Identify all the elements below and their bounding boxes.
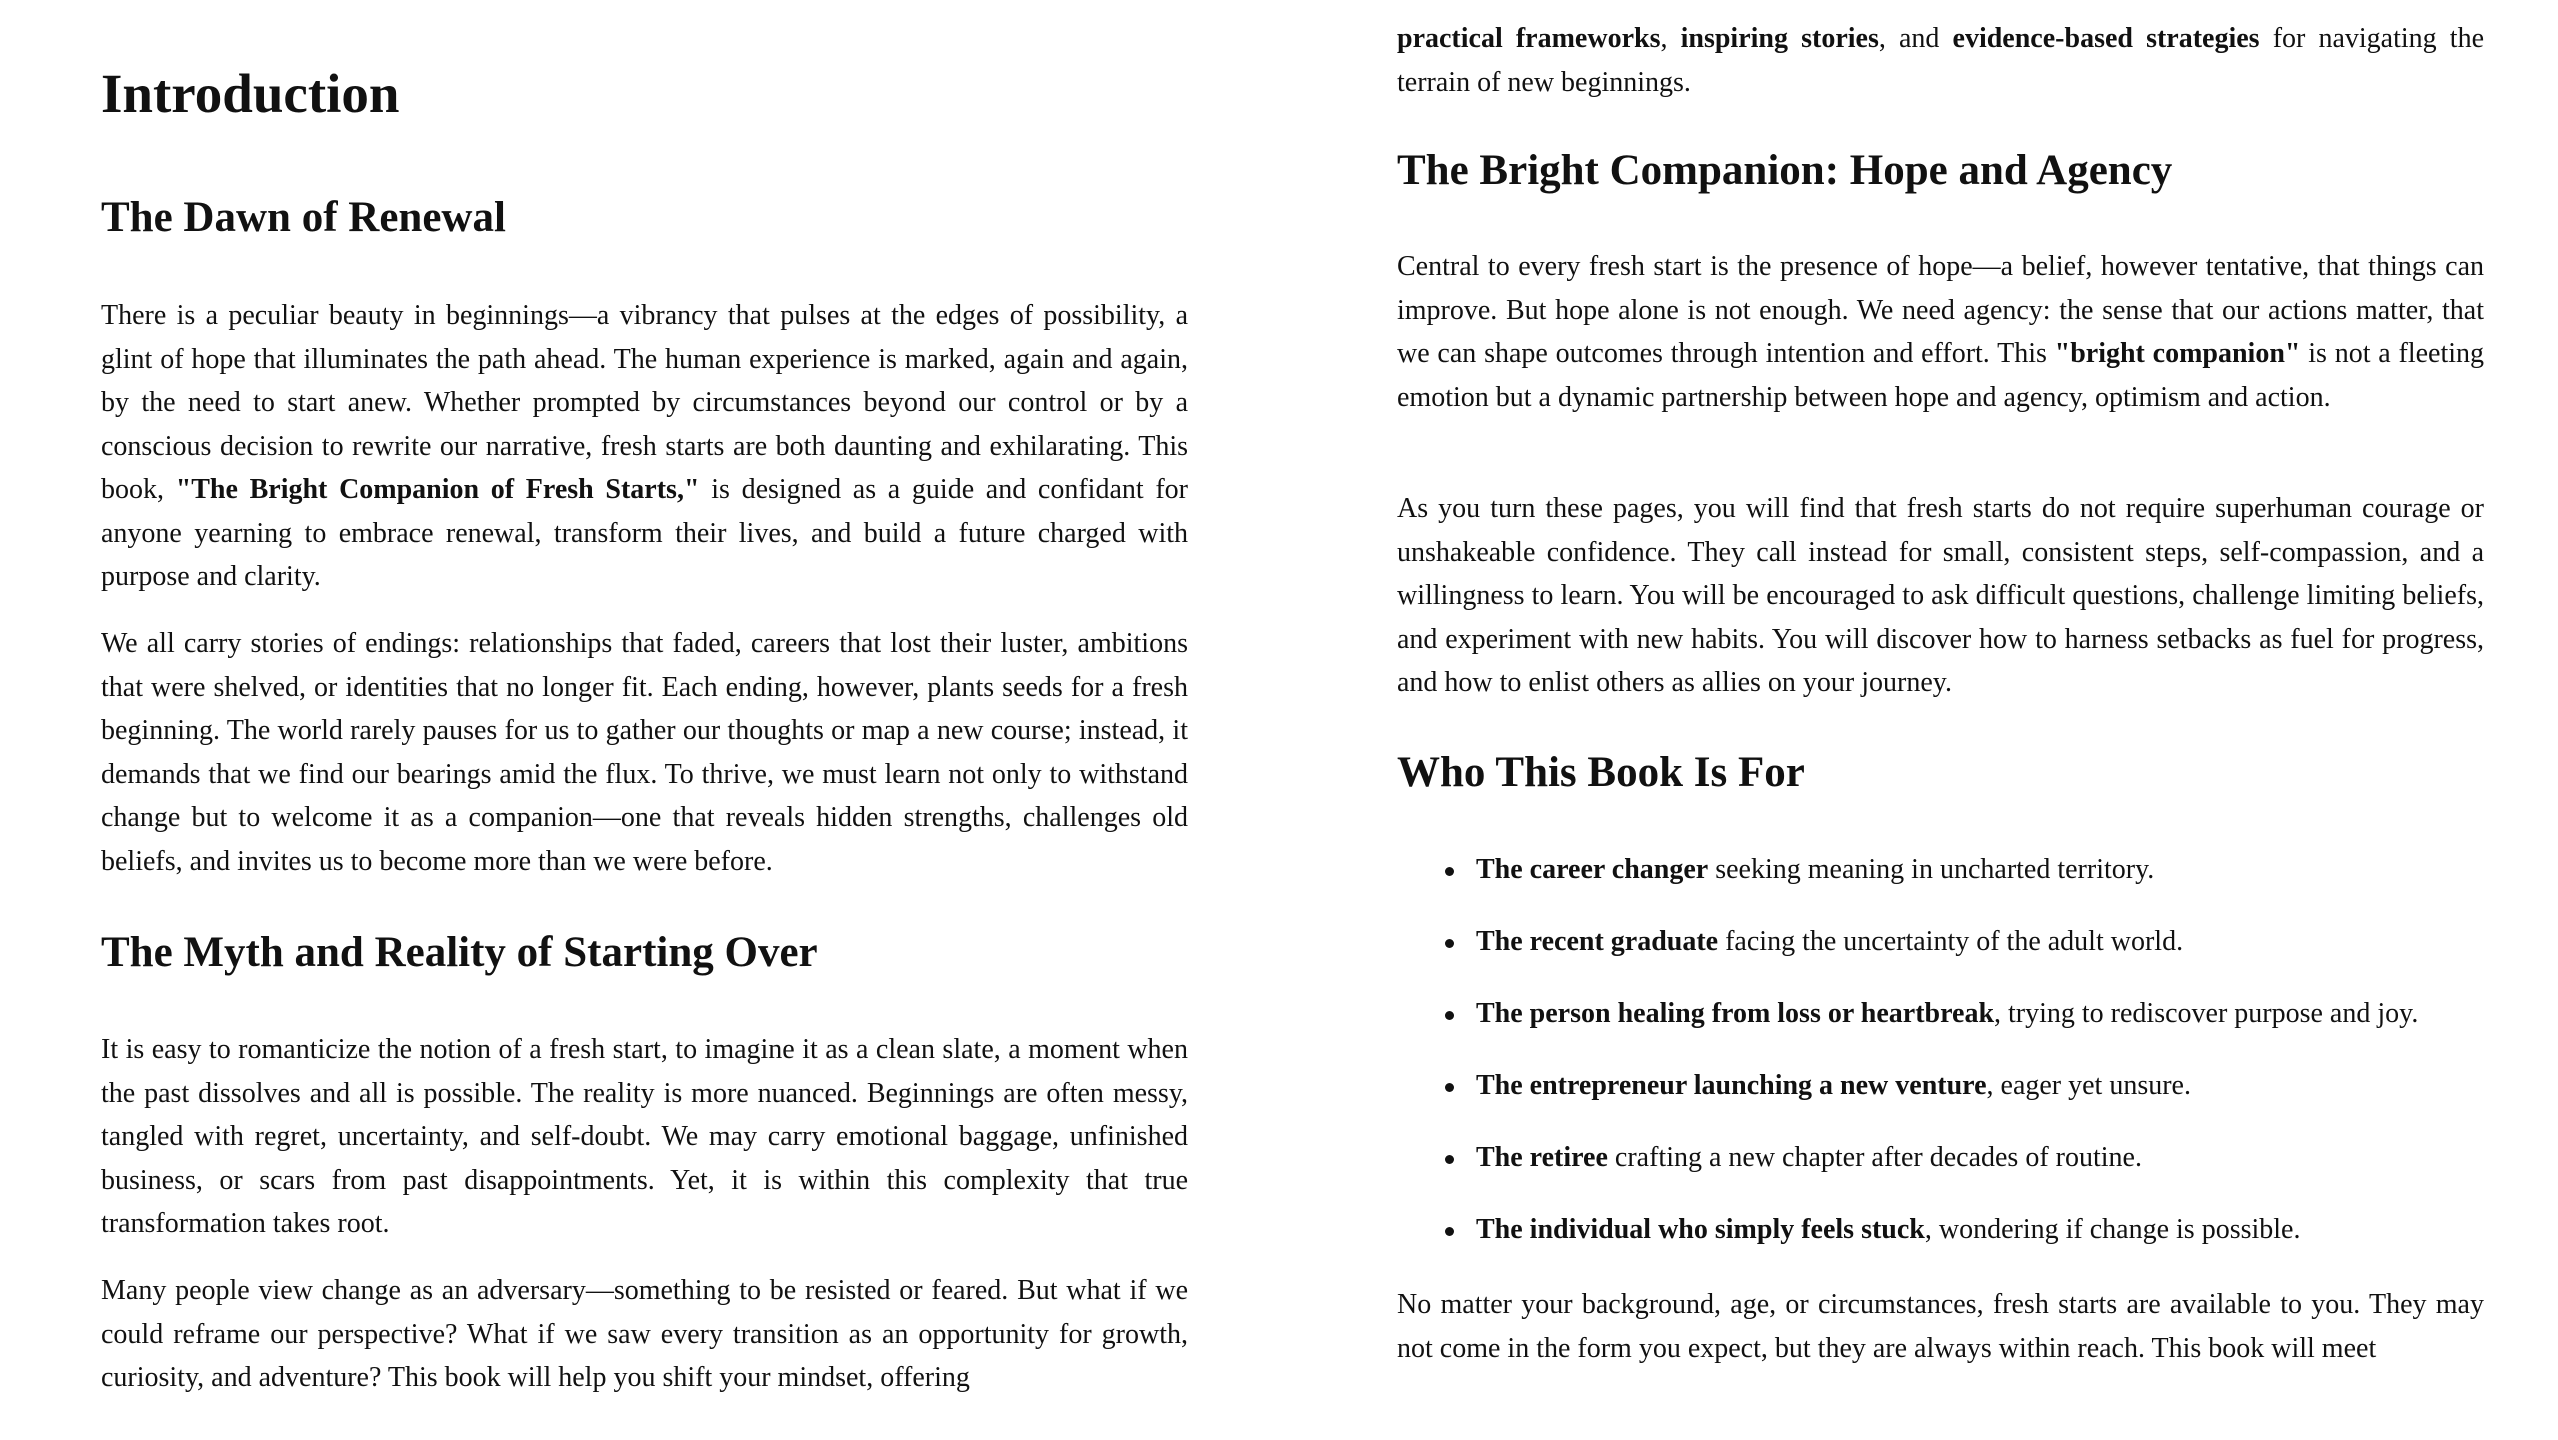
- list-item-emphasis: The individual who simply feels stuck: [1476, 1214, 1925, 1245]
- paragraph-companion-2: As you turn these pages, you will find that fresh starts do not require superhuman courage or unshakeable confidence. They call instead for small, consistent steps, self-compassion, and a willingness to learn. You will be encouraged to ask difficult questions, challenge limiting beliefs, and experiment with new habits. You will discover how to harness setbacks as fuel for progress, and how to enlist others as allies on your journey.: [1397, 493, 2484, 698]
- book-title-emphasis: "The Bright Companion of Fresh Starts,": [175, 474, 700, 505]
- paragraph-continuation: [1397, 17, 2484, 104]
- emphasis-text: practical frameworks: [1397, 23, 1661, 54]
- bullet-icon: [1445, 1155, 1454, 1164]
- paragraph-companion-1: [1397, 245, 2484, 419]
- section-heading-who-this-book-is-for: Who This Book Is For: [1397, 749, 1805, 796]
- emphasis-text: evidence-based strategies: [1952, 23, 2260, 54]
- section-heading-bright-companion: The Bright Companion: Hope and Agency: [1397, 147, 2173, 194]
- audience-list: [1397, 848, 2484, 1280]
- list-item-text: facing the uncertainty of the adult world.: [1718, 926, 2184, 957]
- paragraph-text: is not a fleeting emotion but a dynamic partnership between hope and agency, optimism and action.: [1397, 338, 2485, 413]
- list-item: [1397, 1208, 2484, 1280]
- paragraph-myth-2: Many people view change as an adversary—something to be resisted or feared. But what if we could reframe our perspective? What if we saw every transition as an opportunity for growth, curiosity, and adventure? This book will help you shift your mindset, offering: [101, 1275, 1188, 1393]
- paragraph-text: ,: [1660, 23, 1681, 54]
- bullet-icon: [1445, 1083, 1454, 1092]
- list-item: [1397, 920, 2484, 992]
- list-item-text: , wondering if change is possible.: [1924, 1214, 2301, 1245]
- paragraph-closing: No matter your background, age, or circumstances, fresh starts are available to you. They may not come in the form you expect, but they are always within reach. This book will meet: [1397, 1289, 2484, 1364]
- list-item-emphasis: The recent graduate: [1476, 926, 1719, 957]
- bullet-icon: [1445, 1011, 1454, 1020]
- section-heading-myth-and-reality: The Myth and Reality of Starting Over: [101, 929, 818, 976]
- bullet-icon: [1445, 867, 1454, 876]
- list-item-emphasis: The entrepreneur launching a new venture: [1476, 1070, 1987, 1101]
- paragraph-myth-1: It is easy to romanticize the notion of a fresh start, to imagine it as a clean slate, a moment when the past dissolves and all is possible. The reality is more nuanced. Beginnings are often messy, tangled with regret, uncertainty, and self-doubt. We may carry emotional baggage, unfinished business, or scars from past disappointments. Yet, it is within this complexity that true transformation takes root.: [101, 1034, 1188, 1239]
- list-item-emphasis: The career changer: [1476, 854, 1709, 885]
- paragraph-text: There is a peculiar beauty in beginnings—a vibrancy that pulses at the edges of possibility, a glint of hope that illuminates the path ahead. The human experience is marked, again and again, by the need to start anew. Whether prompted by circumstances beyond our control or by a conscious decision to rewrite our narrative, fresh starts are both daunting and exhilarating. This book,: [101, 300, 1188, 505]
- paragraph-text: is designed as a guide and confidant for anyone yearning to embrace renewal, transform their lives, and build a future charged with purpose and clarity.: [101, 474, 1188, 592]
- list-item: [1397, 1136, 2484, 1208]
- paragraph-text: for navigating the terrain of new beginnings.: [1397, 23, 2484, 98]
- paragraph-text: , and: [1878, 23, 1953, 54]
- list-item-text: seeking meaning in uncharted territory.: [1708, 854, 2155, 885]
- list-item-text: crafting a new chapter after decades of routine.: [1607, 1142, 2142, 1173]
- bullet-icon: [1445, 1227, 1454, 1236]
- section-heading-dawn-of-renewal: The Dawn of Renewal: [101, 194, 506, 241]
- chapter-title: Introduction: [101, 63, 400, 124]
- list-item: [1397, 992, 2484, 1064]
- bullet-icon: [1445, 939, 1454, 948]
- paragraph-text: Central to every fresh start is the presence of hope—a belief, however tentative, that things can improve. But hope alone is not enough. We need agency: the sense that our actions matter, that we can shape outcomes through intention and effort. This: [1397, 251, 2484, 369]
- paragraph-dawn-1: [101, 294, 1188, 599]
- list-item-text: , eager yet unsure.: [1986, 1070, 2191, 1101]
- emphasis-text: "bright companion": [2054, 338, 2301, 369]
- list-item-emphasis: The retiree: [1476, 1142, 1608, 1173]
- list-item-emphasis: The person healing from loss or heartbreak: [1476, 998, 1995, 1029]
- emphasis-text: inspiring stories: [1680, 23, 1879, 54]
- list-item-text: , trying to rediscover purpose and joy.: [1994, 998, 2419, 1029]
- paragraph-dawn-2: We all carry stories of endings: relationships that faded, careers that lost their luster, ambitions that were shelved, or identities that no longer fit. Each ending, however, plants seeds for a fresh beginning. The world rarely pauses for us to gather our thoughts or map a new course; instead, it demands that we find our bearings amid the flux. To thrive, we must learn not only to withstand change but to welcome it as a companion—one that reveals hidden strengths, challenges old beliefs, and invites us to become more than we were before.: [101, 628, 1188, 877]
- list-item: [1397, 848, 2484, 920]
- list-item: [1397, 1064, 2484, 1136]
